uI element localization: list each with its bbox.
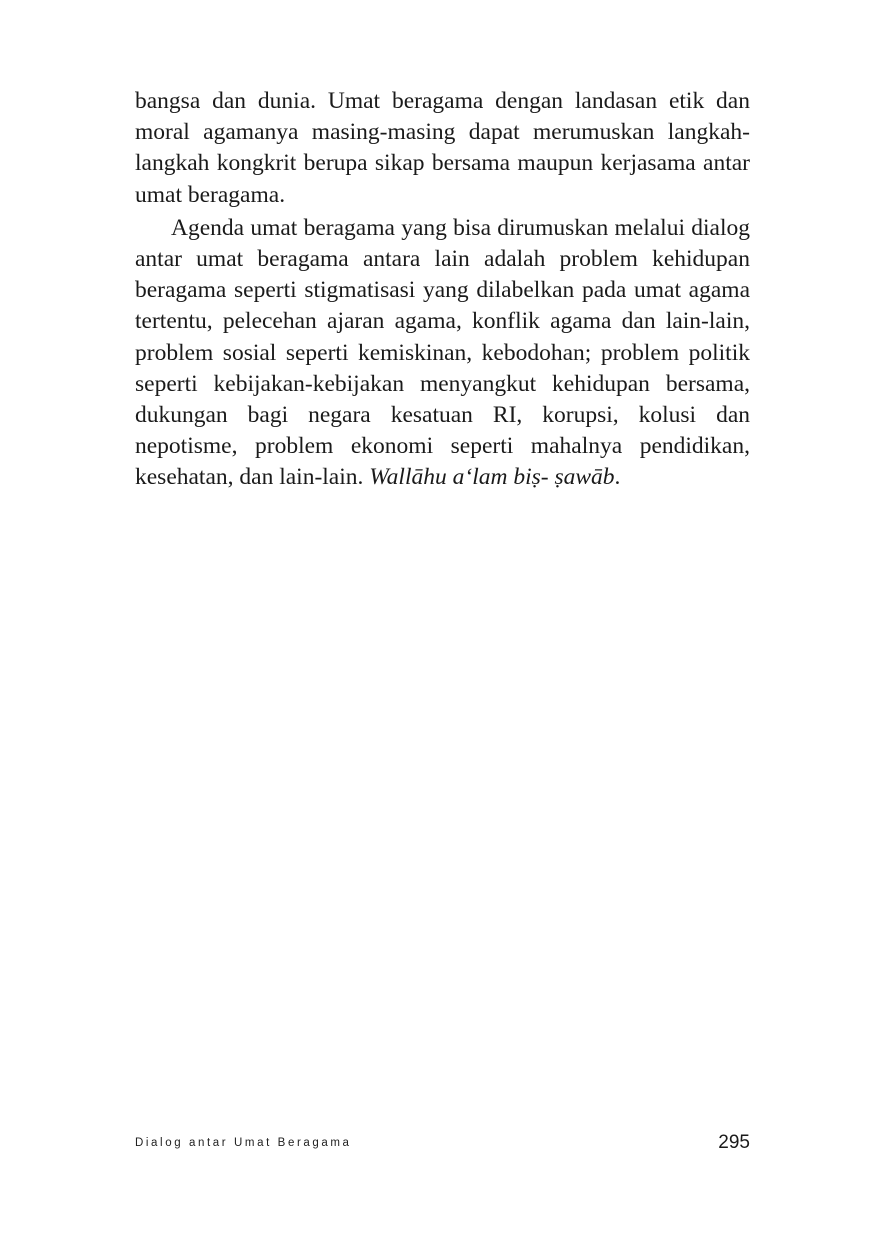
body-text [135,86,750,494]
running-footer-title: Dialog antar Umat Beragama [135,1137,352,1149]
page-number: 295 [718,1132,750,1153]
closing-punctuation: . [614,464,621,491]
paragraph-2 [135,213,750,494]
paragraph-1: bangsa dan dunia. Umat beragama dengan landasan etik dan moral agamanya masing-masing dapat merumuskan langkah-langkah kongkrit berupa sikap bersama maupun kerjasama antar umat beragama. [135,88,750,208]
closing-phrase: Wallāhu a‘lam biṣ- ṣawāb [369,464,615,491]
paragraph-2-text: Agenda umat beragama yang bisa dirumuskan melalui dialog antar umat beragama antara lain adalah problem kehidupan beragama seperti stigmatisasi yang dilabelkan pada umat agama tertentu, pelecehan ajaran agama, konflik agama dan lain-lain, problem sosial seperti kemiskinan, kebodohan; problem politik seperti kebijakan-kebijakan menyangkut kehidupan bersama, dukungan bagi negara kesatuan RI, korupsi, kolusi dan nepotisme, problem ekonomi seperti mahalnya pendidikan, kesehatan, dan lain-lain. [135,214,750,491]
